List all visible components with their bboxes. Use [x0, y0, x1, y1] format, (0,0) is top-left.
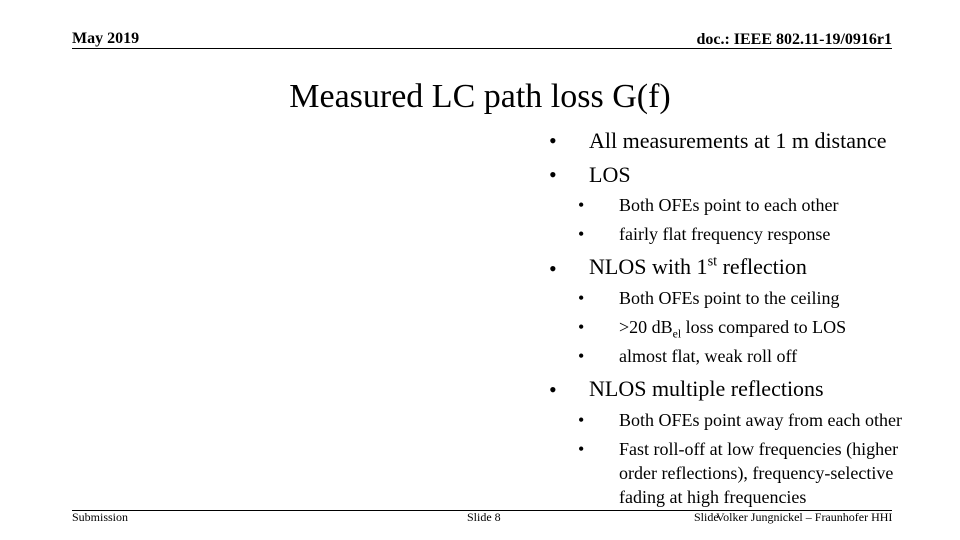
header-doc-id: doc.: IEEE 802.11-19/0916r1 [696, 31, 892, 48]
bullet-dot: • [578, 439, 585, 459]
bullet-dot: • [549, 128, 557, 153]
slide-title: Measured LC path loss G(f) [289, 78, 671, 115]
footer-submission: Submission [72, 510, 129, 524]
bullet-dot: • [578, 195, 585, 215]
subbullet-los-1: Both OFEs point to each other [619, 195, 839, 215]
header-date: May 2019 [72, 30, 140, 47]
subbullet-nlos1-2: >20 $dB_{el}$ loss compared to LOS [619, 317, 847, 341]
bullet-dot: • [578, 224, 585, 244]
bullet-dot: • [549, 256, 557, 281]
footer-slide-label: Slide [694, 510, 719, 524]
footer-slide-number: Slide 8 [467, 510, 501, 524]
bullet-dot: • [578, 346, 585, 366]
bullet-los: LOS [589, 162, 631, 187]
subbullet-nlos1-3: almost flat, weak roll off [619, 346, 798, 366]
bullet-nlos-multiple: NLOS multiple reflections [589, 376, 824, 401]
bullet-dot: • [549, 162, 557, 187]
header-rule [72, 48, 892, 49]
subbullet-nlosm-2: Fast roll-off at low frequencies (higher order reflections), frequency-selective fading at high frequencies [619, 439, 899, 507]
bullet-nlos-first: NLOS with 1st reflection [589, 253, 807, 279]
footer-author: Volker Jungnickel – Fraunhofer HHI [716, 510, 893, 524]
bullet-measurements: All measurements at 1 m distance [589, 128, 887, 153]
bullet-dot: • [578, 410, 585, 430]
bullet-dot: • [578, 317, 585, 337]
subbullet-los-2: fairly flat frequency response [619, 224, 831, 244]
bullet-dot: • [578, 288, 585, 308]
bullet-dot: • [549, 377, 557, 402]
subbullet-nlos1-1: Both OFEs point to the ceiling [619, 288, 840, 308]
subbullet-nlosm-1: Both OFEs point away from each other [619, 410, 902, 430]
